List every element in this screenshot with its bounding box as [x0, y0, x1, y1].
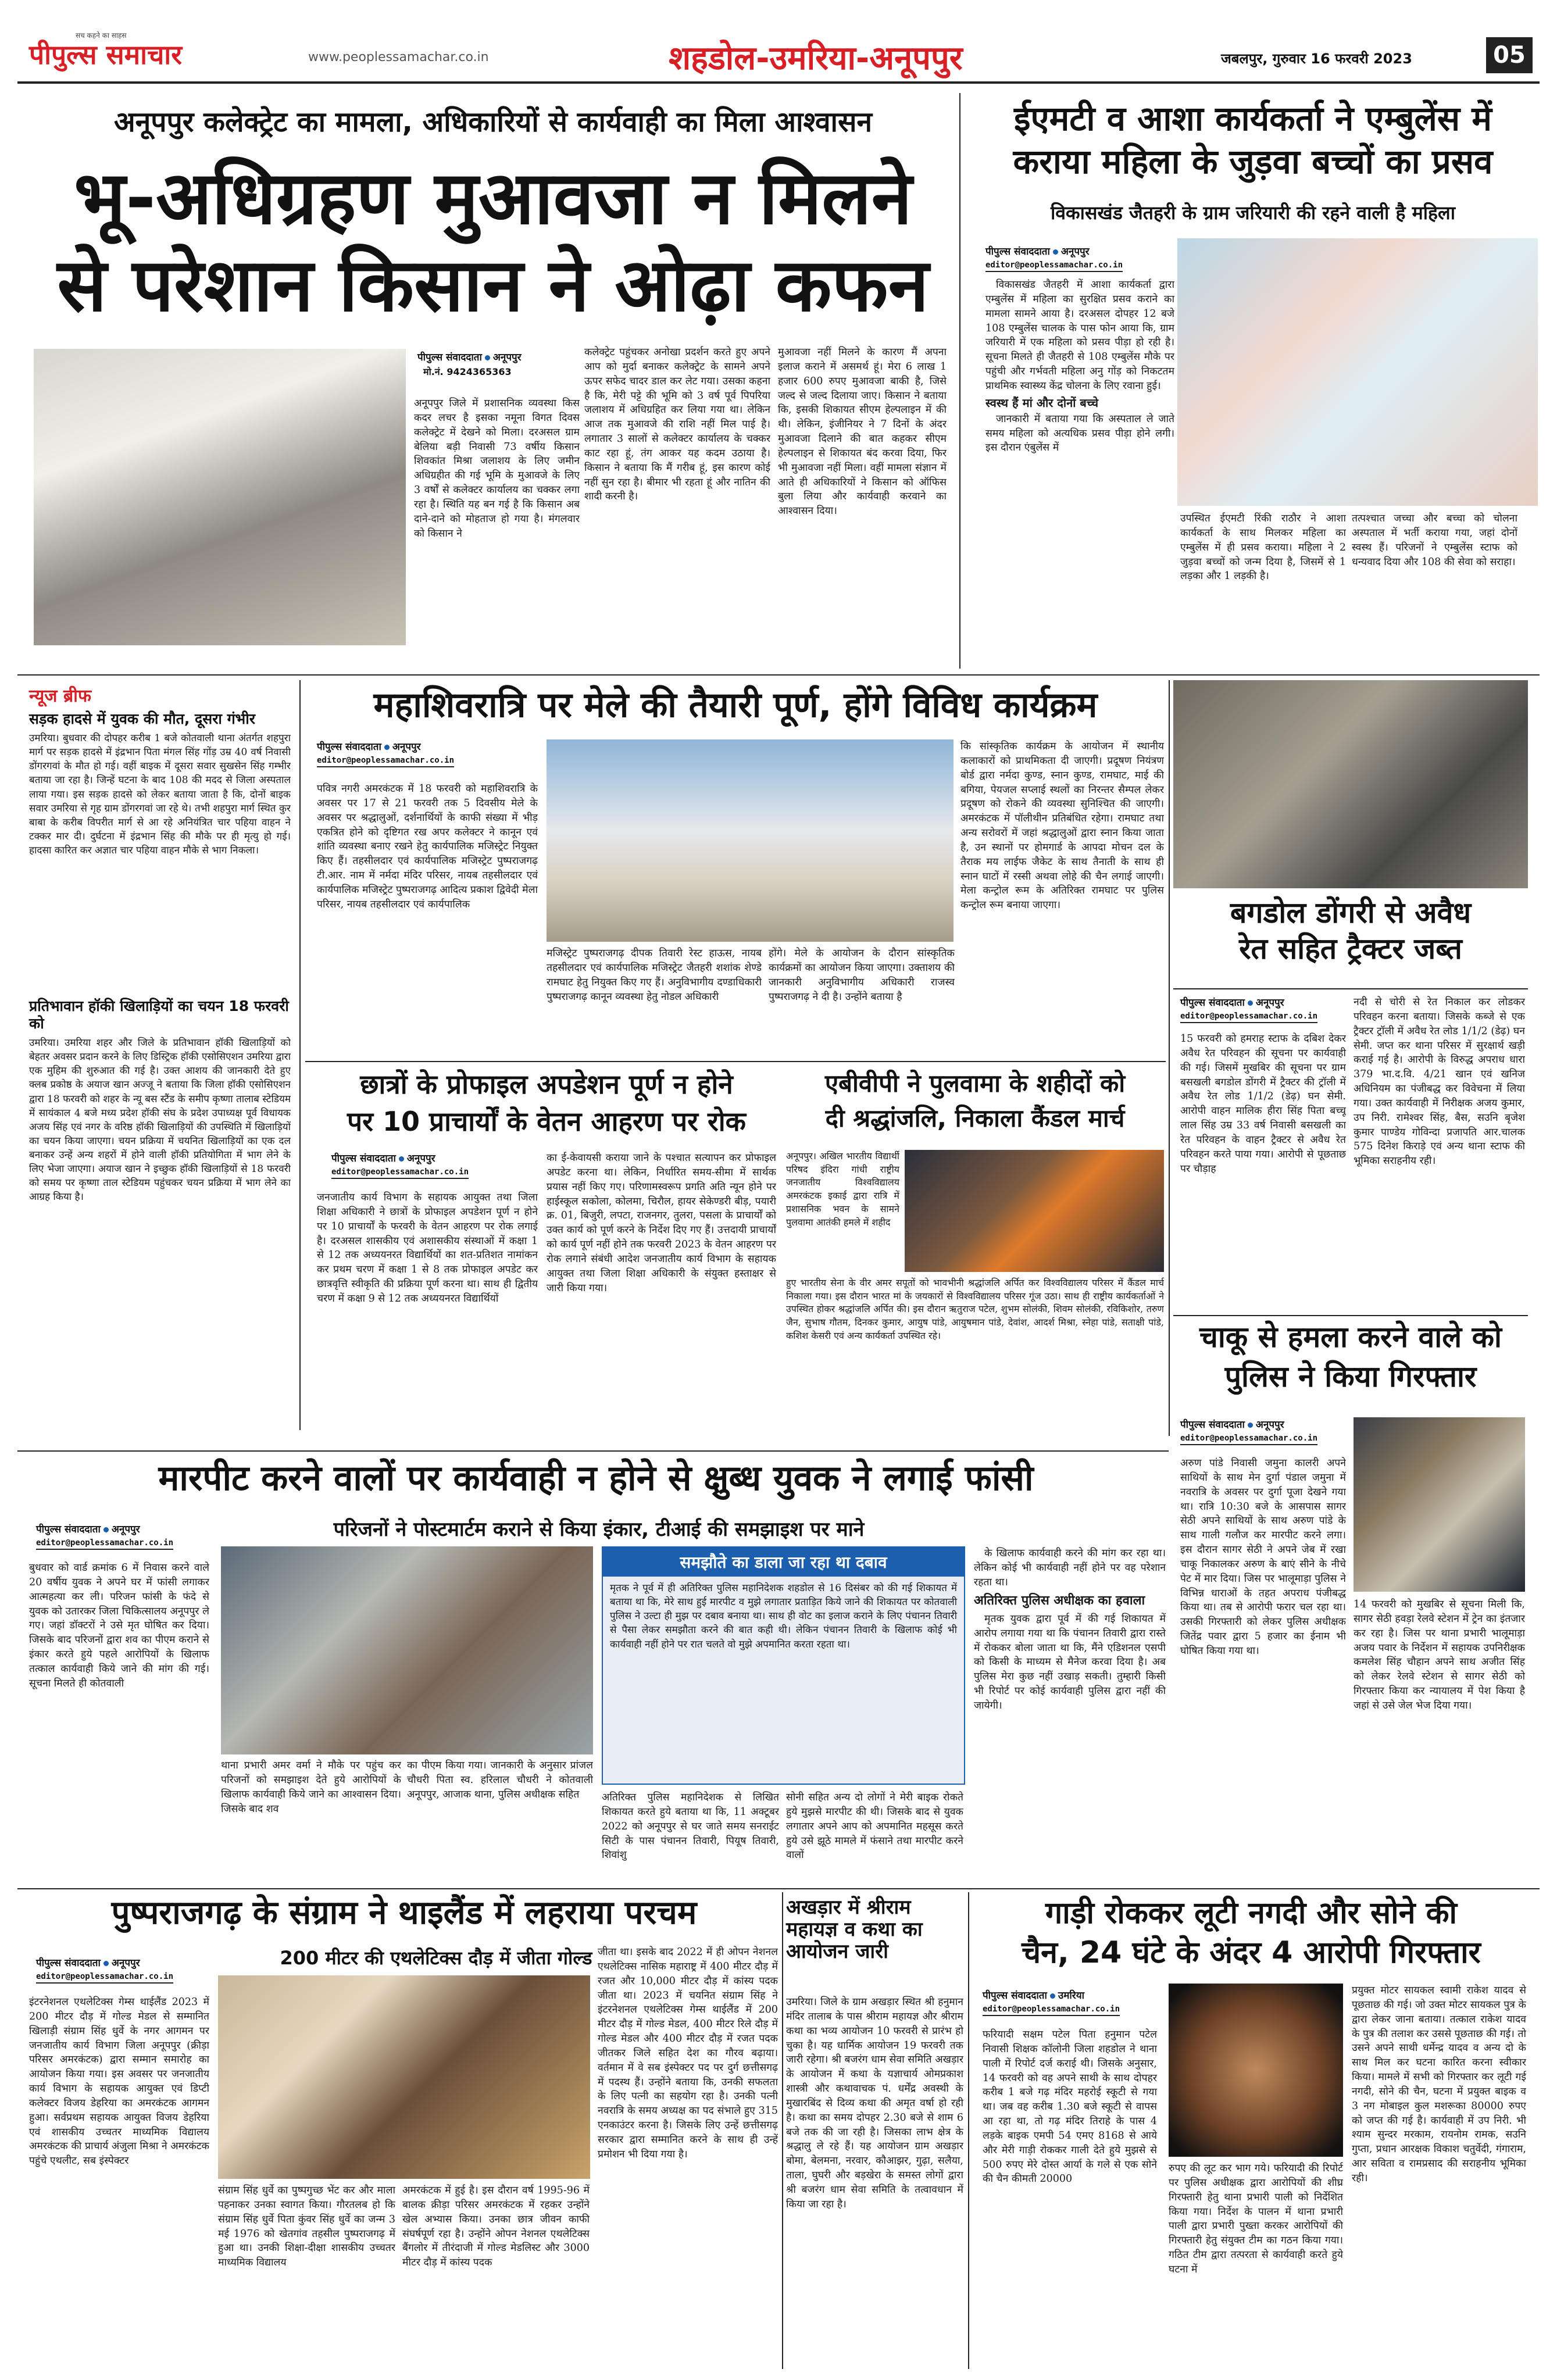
suicide-photo — [221, 1546, 593, 1754]
byline-dot — [384, 745, 390, 750]
lead-col-1: अनूपपुर जिले में प्रशासनिक व्यवस्था किस कदर लचर है इसका नमूना विगत दिवस कलेक्ट्रेट में देखने को मिला। दरअसल ग्राम बेलिया बड़ी निवासी 73 वर्षीय किसान शिवकांत मिश्रा जलाशय के लिए जमीन अधिग्रहीत की गई भूमि के मुआवजे के लिए 3 वर्षों से कलेक्टर कार्यालय का चक्कर लगा रहा है। स्थिति यह बन गई है कि किसान अब दाने-दाने को मोहताज हो गया है। मंगलवार को किसान ने — [414, 398, 580, 539]
thailand-col-1: इंटरनेशनल एथलेटिक्स गेम्स थाईलैंड 2023 में 200 मीटर दौड़ में गोल्ड मेडल से सम्मानित खिलाड़ी संग्राम सिंह धुर्वे के नगर आगमन पर जनजातीय कार्य विभाग जिला अनूपपुर (क्रीड़ा परिसर अमरकंटक) द्वारा सम्मान समारोह का आयोजन किया गया। इस अवसर पर जनजातीय कार्य विभाग के सहायक आयुक्त एवं डिप्टी कलेक्टर विजय डेहरिया का अमरकंटक आगमन हुआ। सर्वप्रथम सहायक आयुक्त विजय डेहरिया एवं शासकीय उच्चतर माध्यमिक विद्यालय अमरकंटक की प्राचार्य अंजुला मिश्रा ने अमरकंटक पहुंचे एथलीट, सब इंस्पेक्टर — [29, 1996, 209, 2167]
shiv-headline: महाशिवरात्रि पर मेले की तैयारी पूर्ण, होंगे विविध कार्यक्रम — [373, 685, 1098, 726]
thailand-headline: पुष्पराजगढ़ के संग्राम ने थाइलैंड में लहराया परचम — [111, 1894, 697, 1932]
byline-dot — [103, 1527, 109, 1532]
dateline: जबलपुर, गुरुवार 16 फरवरी 2023 — [1221, 51, 1412, 67]
shiv-byline: पीपुल्स संवाददाता अनूपपुर — [317, 741, 421, 753]
suicide-box-title: समझौते का डाला जा रहा था दबाव — [603, 1548, 964, 1577]
lead-headline-1: भू-अधिग्रहण मुआवजा न मिलने — [74, 155, 912, 241]
students-email[interactable]: editor@peoplessamachar.co.in — [331, 1167, 469, 1179]
shiv-photo — [547, 739, 954, 942]
twins-headline-2: कराया महिला के जुड़वा बच्चों का प्रसव — [1013, 142, 1493, 181]
twins-col-1 — [985, 278, 1174, 563]
lead-col-3: मुआवजा नहीं मिलने के कारण मैं अपना इलाज कराने में असमर्थ हूं। मेरा 6 लाख 1 हजार 600 रुपए मुआवजा बाकी है, जिसे जल्द से जल्द दिलाया जाए। किसान ने बताया कि, इसकी शिकायत सीएम हेल्पलाइन में की थी। लेकिन, इंजीनियर ने 7 दिनों के अंदर मुआवजा दिलाने की बात कहकर सीएम हेल्पलाइन से शिकायत बंद करवा दिया, फिर भी मुआवजा नहीं मिला। वहीं मामला संज्ञान में आते ही अधिकारियों ने किसान को ऑफिस बुला लिया और कार्यवाही करवाने का आश्वासन दिया। — [778, 346, 947, 517]
masthead-rule — [17, 81, 1540, 84]
shiv-col-1: पवित्र नगरी अमरकंटक में 18 फरवरी को महाशिवरात्रि के अवसर पर 17 से 21 फरवरी तक 5 दिवसीय मेले के अवसर पर श्रद्धालुओं, दर्शनार्थियों के काफी संख्या में भीड़ एकत्रित होने को दृष्टिगत रख अपर कलेक्टर ने कानून एवं शांति व्यवस्था बनाए रखने हेतु कार्यपालिक मजिस्ट्रेट नियुक्त किए हैं। तहसीलदार एवं कार्यपालिक मजिस्ट्रेट पुष्पराजगढ़ टी.आर. नाम में नर्मदा मंदिर परिसर, नायब तहसीलदार एवं कार्यपालिक मजिस्ट्रेट पुष्पराजगढ़ आदित्य प्रकाश द्विवेदी मेला परिसर, नायब तहसीलदार एवं कार्यपालिक — [317, 783, 538, 910]
logo-tagline: सच कहने का साहस — [76, 31, 127, 40]
knife-col-1: अरुण पांडे निवासी जमुना कालरी अपने साथियों के साथ मेन दुर्गा पंडाल जमुना में नवरात्रि के अवसर पर दुर्गा पूजा देखने गया था। रात्रि 10:30 बजे के आसपास सागर सेठी अपने साथियों के साथ अरुण पांडे के साथ गाली गलौज कर मारपीट करने लगा। इस दौरान सागर सेठी ने अपने जेब में रखा चाकू निकालकर अरुण के बाएं सीने के नीचे पेट में मार दिया। जिस पर भालूमाड़ा पुलिस ने विभिन्न धाराओं के तहत अपराध पंजीबद्ध किया था। तब से आरोपी फरार चल रहा था। उसकी गिरफ्तारी को लेकर पुलिस अधीक्षक जितेंद्र पवार द्वारा 5 हजार का ईनाम भी घोषित किया गया था। — [1180, 1457, 1346, 1657]
divider — [17, 674, 1540, 676]
robbery-col-3: प्रयुक्त मोटर सायकल स्वामी राकेश यादव से पूछताछ की गई। जो उक्त मोटर सायकल पुत्र के द्वारा लेकर जाना बताया। तत्काल राकेश यादव के पुत्र की तलाश कर उससे पूछताछ की गई। तो उसने अपने साथी धर्मेन्द्र यादव व अन्य दो के साथ मिल कर घटना कारित करना स्वीकार किया। मामले में सभी को गिरफ्तार कर लूटी गई नगदी, सोने की चैन, घटना में प्रयुक्त बाइक व 3 नग मोबाइल कुल मशरूका 80000 रुपए को जप्त की गई है। कार्यवाही में उप निरी. भी श्याम सुन्दर मरकाम, रायनोम रामक, सउनि गुप्ता, प्रधान आरक्षक विकाश चतुर्वेदी, गंगाराम, आर सविता व रामप्रसाद की सराहनीय भूमिका रही। — [1352, 1985, 1526, 2184]
masthead — [0, 0, 1557, 87]
suicide-col-5: सोनी सहित अन्य दो लोगों ने मेरी बाइक रोकते हुये मुझसे मारपीट की थी। जिसके बाद से युवक लगातार अपने आप को अपमानित महसूस करते हुये उसे झूठे मामले में फंसाने तथा मारपीट करने वालों — [786, 1792, 963, 1861]
suicide-col-4: अतिरिक्त पुलिस महानिदेशक से लिखित शिकायत करते हुये बताया था कि, 11 अक्टूबर 2022 को अनूपपुर से घर जाते समय सनराईट सिटी के पास पंचानन तिवारी, पियूष तिवारी, शिवांशु — [602, 1792, 779, 1861]
students-headline-2: पर 10 प्राचार्यों के वेतन आहरण पर रोक — [347, 1106, 747, 1137]
divider — [1173, 1315, 1528, 1316]
suicide-col-1: बुधवार को वार्ड क्रमांक 6 में निवास करने वाले 20 वर्षीय युवक ने अपने घर में फांसी लगाकर आत्महत्या कर ली। परिजन फांसी के फंदे से युवक को उतारकर जिला चिकित्सालय अनूपपुर ले गए। जहां डॉक्टरों ने उसे मृत घोषित कर दिया। जिसके बाद परिजनों द्वारा शव का पीएम कराने से इंकार करते हुये पहले आरोपियों के खिलाफ तत्काल कार्यवाही किये जाने की मांग की गई। सूचना मिलते ही कोतवाली — [29, 1562, 209, 1689]
students-col-2: का ई-केवायसी कराया जाने के पश्चात सत्यापन कर प्रोफाइल अपडेट करना था। लेकिन, निर्धारित समय-सीमा में सार्थक प्रयास नहीं किए गए। परिणामस्वरूप प्रगति अति न्यून होने पर हाईस्कूल सकोला, कोलमा, चिरौल, हायर सेकेण्डरी बीड़, पयारी क्र. 01, बिजुरी, लपटा, राजनगर, तुलरा, पसला के प्राचार्यों को उक्त कार्य को पूर्ण करने के निर्देश दिए गए हैं। उत्तदायी प्राचार्यों को कार्य पूर्ण नहीं होने तक फरवरी 2023 के वेतन आहरण पर रोक लगाने संबंधी आदेश जनजातीय कार्य विभाग के सहायक आयुक्त तथा जिला शिक्षा अधिकारी के संयुक्त हस्ताक्षर से जारी किया गया। — [547, 1152, 776, 1294]
abvp-col-1: अनूपपुर। अखिल भारतीय विद्यार्थी परिषद इंदिरा गांधी राष्ट्रीय जनजातीय विश्वविद्यालय अमरकंटक इकाई द्वारा रात्रि में प्रशासनिक भवन के सामने पुलवामा आतंकी हमले में शहीद — [786, 1150, 899, 1228]
robbery-photo — [1169, 1984, 1343, 2157]
thailand-col-3: अमरकंटक में हुई है। इस दौरान वर्ष 1995-96 में बालक क्रीड़ा परिसर अमरकंटक में रहकर उन्होंने खेल अभ्यास किया। उनका छात्र जीवन काफी संघर्षपूर्ण रहा है। उन्होंने ओपन नेशनल एथलेटिक्स बैंगलोर में तीरंदाजी में गोल्ड मेडलिस्ट और 3000 मीटर दौड़ में कांस्य पदक — [402, 2185, 590, 2269]
robbery-col-2: रुपए की लूट कर भाग गये। फरियादी की रिपोर्ट पर पुलिस अधीक्षक द्वारा आरोपियों की शीघ्र गिरफ्तारी हेतु थाना प्रभारी पाली को निर्देशित किया गया। निर्देश के पालन में थाना प्रभारी पाली द्वारा प्रभारी पुख्ता करकर आरोपियों की गिरफ्तारी हेतु संयुक्त टीम का गठन किया गया। गठित टीम द्वारा तत्परता से कार्यवाही करते हुये घटना में — [1169, 2163, 1343, 2275]
suicide-paragraph: के खिलाफ कार्यवाही करने की मांग कर रहा था। लेकिन कोई भी कार्यवाही नहीं होने पर वह परेशान रहता था। — [974, 1548, 1166, 1588]
byline-dot — [1248, 1000, 1253, 1006]
suicide-email[interactable]: editor@peoplessamachar.co.in — [36, 1538, 173, 1550]
students-headline-1: छात्रों के प्रोफाइल अपडेशन पूर्ण न होने — [360, 1069, 733, 1100]
abvp-photo — [905, 1150, 1164, 1272]
knife-photo — [1354, 1417, 1525, 1592]
page-number: 05 — [1486, 37, 1533, 73]
brief-title: न्यूज ब्रीफ — [29, 686, 91, 706]
divider — [959, 93, 960, 669]
brief-headline-2: प्रतिभावान हॉकी खिलाड़ियों का चयन 18 फरवरी को — [29, 998, 289, 1032]
byline-dot — [399, 1156, 404, 1162]
shiv-caption-col-1: मजिस्ट्रेट पुष्पराजगढ़ दीपक तिवारी रेस्ट हाऊस, नायब तहसीलदार एवं कार्यपालिक मजिस्ट्रेट जैतहरी शशांक शेण्डे रामघाट हेतु नियुक्त किए गए हैं। अनुविभागीय दण्डाधिकारी पुष्पराजगढ़ कानून व्यवस्था हेतु नोडल अधिकारी — [547, 948, 762, 1003]
divider — [17, 1450, 1169, 1452]
akhada-headline: अखड़ार में श्रीराम महायज्ञ व कथा का आयोजन जारी — [786, 1896, 923, 1964]
suicide-subhead: अतिरिक्त पुलिस अधीक्षक का हवाला — [974, 1593, 1145, 1608]
tractor-byline: पीपुल्स संवाददाता अनूपपुर — [1180, 997, 1284, 1009]
twins-col-2: उपस्थित ईएमटी रिंकी राठौर ने आशा कार्यकर्ता के साथ मिलकर महिला का एम्बुलेंस में ही प्रसव कराया। महिला ने 2 जुड़वा बच्चों को जन्म दिया है, जिसमें से 1 लड़का और 1 लड़की है। — [1180, 513, 1346, 583]
suicide-col-3: का पीएम किया गया। जानकारी के अनुसार प्रांजल चौधरी पिता स्व. हरिलाल चौधरी ने कोतवाली अनूपपुर, आजाक थाना, पुलिस अधीक्षक सहित — [407, 1760, 593, 1800]
news-brief — [29, 683, 291, 1416]
brief-text-2: उमरिया। उमरिया शहर और जिले के प्रतिभावान हॉकी खिलाड़ियों को बेहतर अवसर प्रदान करने के लिए डिस्ट्रिक हॉकी एसोसिएशन उमरिया द्वारा एक मुहिम की शुरुआत की गई है। उक्त आशय की जानकारी देते हुए क्लब प्रकोष्ठ के अयाज खान अज्जू ने बताया कि जिला हॉकी एसोसिएशन द्वारा 18 फरवरी को शहर के न्यू बस स्टैंड के समीप कृष्णा तालाब स्टेडियम में सायंकाल 4 बजे मध्य प्रदेश हॉकी संघ के प्रदेश उपाध्यक्ष पूर्व विधायक अजय सिंह एवं नगर के वरिष्ठ हॉकी खिलाड़ियों की उपस्थिति में खिलाड़ियों का चयन किया जाएगा। चयन प्रक्रिया में चयनित खिलाड़ियों का एक दल बनाकर उन्हें अन्य शहरों में होने वाली हॉकी प्रतियोगिता में भाग लेने के लिए भेजा जाएगा। अयाज खान ने इच्छुक हॉकी खिलाड़ियों से 18 फरवरी को समय पर कृष्णा ताल स्टेडियम पहुंचकर चयन प्रक्रिया में भाग लेने का आग्रह किया है। — [29, 1037, 291, 1203]
twins-subhead: स्वस्थ हैं मां और दोनों बच्चे — [985, 395, 1099, 410]
byline-dot — [103, 1961, 109, 1966]
website-url[interactable]: www.peoplessamachar.co.in — [308, 50, 489, 65]
students-byline: पीपुल्स संवाददाता अनूपपुर — [331, 1153, 435, 1164]
shiv-caption-col-2: होंगे। मेले के आयोजन के दौरान सांस्कृतिक कार्यक्रमों का आयोजन किया जाएगा। उक्ताशय की जानकारी अनुविभागीय अधिकारी राजस्व पुष्पराजगढ़ ने दी है। उन्होंने बताया है — [769, 948, 955, 1003]
robbery-email[interactable]: editor@peoplessamachar.co.in — [983, 2004, 1120, 2016]
logo — [29, 30, 250, 78]
lead-col-2: कलेक्ट्रेट पहुंचकर अनोखा प्रदर्शन करते हुए अपने आप को मुर्दा बनाकर कलेक्ट्रेट के सामने अपने ऊपर सफेद चादर डाल कर लेट गया। उसका कहना है कि, मेरी पट्टे की भूमि को 3 वर्ष पूर्व पिपरिया जलाशय में अधिग्रहित कर लिया गया था। लेकिन आज तक मुआवजे की राशि नहीं मिल पाई है। लगातार 3 सालों से कलेक्टर कार्यालय के चक्कर काट रहा हूं, तंग आकर यह कदम उठाया है। किसान ने बताया कि मैं गरीब हूं, इस कारण कोई नहीं सुन रहा है। बीमार भी रहता हूं और नातिन की शादी करनी है। — [584, 346, 770, 503]
tractor-col-1: 15 फरवरी को हमराह स्टाफ के दबिश देकर अवैध रेत परिवहन की सूचना पर कार्यवाही की गई। जिसमें मुखबिर की सूचना पर ग्राम बसखली बगडोल डोंगरी में ट्रैक्टर की ट्रॉली में अवैध रेत लोड 1/1/2 (डेढ़) घन सेमी. आरोपी वाहन मालिक हीरा सिंह पिता बच्चू लाल सिंह उम्र 33 वर्ष निवासी बसखली का रेत परिवहन के वाहन ट्रैक्टर से अवैध रेत परिवहन करते पाया गया। आरोपी से पूछताछ पर चौड़ाह — [1180, 1033, 1346, 1175]
thailand-col-4: जीता था। इसके बाद 2022 में ही ओपन नेशनल एथलेटिक्स नासिक महाराष्ट्र में 400 मीटर दौड़ में रजत और 10,000 मीटर दौड़ में कांस्य पदक जीता था। 2023 में चयनित संग्राम सिंह ने इंटरनेशनल एथलेटिक्स गेम्स थाईलैंड में 200 मीटर दौड़ में गोल्ड मेडल, 400 मीटर रिले दौड़ में गोल्ड मेडल और 400 मीटर दौड़ में रजत पदक जीतकर जिले सहित देश का गौरव बढ़ाया। वर्तमान में वे सब इंस्पेक्टर पद पर दुर्ग छत्तीसगढ़ में पदस्थ हैं। उन्होंने बताया कि, उनकी सफलता के लिए पत्नी का सहयोग रहा है। उनकी पत्नी नवरात्रि के समय अध्यक्ष का पद संभाले हुए 315 एनकाउंटर करना है। जिसके लिए उन्हें छत्तीसगढ़ सरकार द्वारा सम्मानित करने के साथ ही उन्हें प्रमोशन भी दिया गया है। — [598, 1946, 778, 2160]
abvp-col-2: हुए भारतीय सेना के वीर अमर सपूतों को भावभीनी श्रद्धांजलि अर्पित कर विश्वविद्यालय परिसर में कैंडल मार्च निकाला गया। इस दौरान भारत मां के जयकारों से विश्वविद्यालय परिसर गूंज उठा। साथ ही राष्ट्रीय कार्यकर्ताओं ने उपस्थित होकर श्रद्धांजलि अर्पित की। इस दौरान ऋतुराज पटेल, शुभम सोलंकी, शिवम सोलंकी, रविकिशोर, तरुण जैन, सुभाष गौतम, दिनकर कुमार, आयुष पांडे, आयुषमान पांडे, देवांश, आदर्श मिश्रा, स्नेहा पांडे, सताक्षी पांडे, कशिश केसरी एवं अन्य कार्यकर्ता उपस्थित रहे। — [786, 1277, 1164, 1341]
byline-dot — [1053, 249, 1058, 255]
knife-byline: पीपुल्स संवाददाता अनूपपुर — [1180, 1419, 1284, 1431]
twins-paragraph: विकासखंड जैतहरी में आशा कार्यकर्ता द्वारा एम्बुलेंस में महिला का सुरक्षित प्रसव कराने का मामला सामने आया है। दरअसल दोपहर 12 बजे 108 एम्बुलेंस चालक के पास फोन आया कि, ग्राम जरियारी में एक महिला को प्रसव पीड़ा हो रही है। सूचना मिलते ही जैतहरी से 108 एम्बुलेंस मौके पर पहुंची और गर्भवती महिला अनु गोंड़ को निकटतम प्राथमिक स्वास्थ्य केंद्र चोलना के लिए रवाना हुई। — [985, 279, 1174, 392]
robbery-headline-1: गाड़ी रोककर लूटी नगदी और सोने की — [1045, 1896, 1458, 1931]
tractor-email[interactable]: editor@peoplessamachar.co.in — [1180, 1012, 1317, 1023]
thailand-photo — [218, 1975, 590, 2179]
knife-headline-2: पुलिस ने किया गिरफ्तार — [1224, 1360, 1477, 1393]
twins-col-3: तत्पश्चात जच्चा और बच्चा को चोलना अस्पताल में भर्ती कराया गया, जहां दोनों स्वस्थ हैं। परिजनों ने एम्बुलेंस स्टाफ को धन्यवाद दिया और 108 की सेवा को सराहा। — [1352, 513, 1517, 568]
thailand-byline: पीपुल्स संवाददाता अनूपपुर — [36, 1957, 140, 1969]
divider — [299, 680, 301, 1430]
divider — [1173, 988, 1528, 989]
lead-headline-2: से परेशान किसान ने ओढ़ा कफन — [57, 242, 929, 328]
lead-photo — [34, 349, 406, 645]
thailand-subheadline: 200 मीटर की एथलेटिक्स दौड़ में जीता गोल्ड — [280, 1947, 592, 1969]
divider — [17, 1888, 1540, 1889]
logo-text: पीपुल्स समाचार — [29, 39, 183, 70]
knife-email[interactable]: editor@peoplessamachar.co.in — [1180, 1434, 1317, 1445]
lead-mobile: मो.नं. 9424365363 — [423, 366, 512, 377]
shiv-email[interactable]: editor@peoplessamachar.co.in — [317, 756, 454, 767]
twins-headline-1: ईएमटी व आशा कार्यकर्ता ने एम्बुलेंस में — [1014, 99, 1492, 138]
suicide-paragraph-2: मृतक युवक द्वारा पूर्व में की गई शिकायत में आरोप लगाया गया था कि पंचानन तिवारी द्वारा रास्ते में रोककर बोला जाता था कि, मैंने एडिशनल एसपी को किसी के माध्यम से मैनेज करवा दिया है। अब पुलिस मेरा कुछ नहीं उखाड़ सकती। तुम्हारी किसी भी रिपोर्ट पर कोई कार्यवाही पुलिस द्वारा नहीं की जायेगी। — [974, 1613, 1166, 1711]
byline-dot — [1248, 1423, 1253, 1428]
robbery-byline: पीपुल्स संवाददाता उमरिया — [983, 1990, 1085, 2002]
shiv-col-3: कि सांस्कृतिक कार्यक्रम के आयोजन में स्थानीय कलाकारों को प्राथमिकता दी जाएगी। प्रदूषण नियंत्रण बोर्ड द्वारा नर्मदा कुण्ड, स्नान कुण्ड, रामघाट, माई की बगिया, पेयजल सप्लाई स्थलों का निरन्तर सैम्पल लेकर प्रदूषण को रोकने की व्यवस्था सुनिश्चित की जाएगी। अमरकंटक में पॉलीथीन प्रतिबंधित रहेगा। रामघाट तथा अन्य सरोवरों में जहां श्रद्धालुओं द्वारा स्नान किया जाता है, उन स्थानों पर होमगार्ड के आपदा मोचन दल के तैराक मय लाईफ जैकेट के साथ तैनाती के साथ ही स्नान घाटों में रस्सी अथवा लोहे की चैन लगाई जाएगी। मेला कन्ट्रोल रूम के अतिरिक्त रामघाट पर पुलिस कन्ट्रोल रूम बनाया जाएगा। — [960, 741, 1164, 912]
suicide-col-6 — [974, 1546, 1166, 1881]
divider — [305, 1061, 1166, 1062]
section-title: शहडोल-उमरिया-अनूपपुर — [669, 40, 963, 77]
divider — [968, 1892, 969, 2369]
abvp-headline-2: दी श्रद्धांजलि, निकाला कैंडल मार्च — [825, 1104, 1125, 1132]
tractor-headline-1: बगडोल डोंगरी से अवैध — [1230, 896, 1472, 930]
thailand-email[interactable]: editor@peoplessamachar.co.in — [36, 1972, 173, 1984]
tractor-headline-2: रेत सहित ट्रैक्टर जब्त — [1239, 932, 1462, 966]
akhada-col: उमरिया। जिले के ग्राम अखड़ार स्थित श्री हनुमान मंदिर तालाब के पास श्रीराम महायज्ञ और श्रीराम कथा का भव्य आयोजन 10 फरवरी से प्रारंभ हो चुका है। यह धार्मिक आयोजन 19 फरवरी तक जारी रहेगा। श्री बजरंग धाम सेवा समिति अखड़ार के आयोजन में कथा के यज्ञाचार्य ओमप्रकाश शास्त्री और कथावाचक पं. धर्मेंद्र अवस्थी के मुखारबिंद से दिव्य कथा की अमृत वर्षा हो रही है। कथा का समय दोपहर 2.30 बजे से शाम 6 बजे तक की जा रही है। जिसका लाभ क्षेत्र के श्रद्धालु ले रहे हैं। यह आयोजन ग्राम अखड़ार बोमा, बेलमना, नरवार, कौआझर, गुढ़ा, सलैया, ताला, घुघरी और बड़खेरा के समस्त लोगों द्वारा श्री बजरंग धाम सेवा समिति के तत्वावधान में किया जा रहा है। — [786, 1996, 963, 2210]
twins-byline: पीपुल्स संवाददाता अनूपपुर — [985, 246, 1090, 258]
robbery-col-1: फरियादी सक्षम पटेल पिता हनुमान पटेल निवासी शिक्षक कॉलोनी जिला शहडोल ने थाना पाली में रिपोर्ट दर्ज कराई थी। जिसके अनुसार, 14 फरवरी को वह अपने साथी के साथ दोपहर करीब 1 बजे गढ़ मंदिर महरोई स्कूटी से गया था। जब वह करीब 1.30 बजे स्कूटी से वापस आ रहा था, तो गढ़ मंदिर तिराहे के पास 4 लड़के बाइक एमपी 54 एमए 8168 से आये और मेरी गाड़ी रोककर गाली देते हुये मुझसे से 500 रुपए मेरे दोस्त आर्या के गले से एक सोने की चैन कीमती 20000 — [983, 2029, 1157, 2185]
lead-byline: पीपुल्स संवाददाता अनूपपुर — [417, 352, 522, 363]
tractor-photo — [1173, 680, 1528, 888]
divider — [782, 1892, 783, 2369]
suicide-box — [602, 1546, 965, 1785]
students-col-1: जनजातीय कार्य विभाग के सहायक आयुक्त तथा जिला शिक्षा अधिकारी ने छात्रों के प्रोफाइल अपडेशन पूर्ण न होने पर 10 प्राचार्यों के फरवरी के वेतन आहरण पर रोक लगाई है। दरअसल शासकीय एवं अशासकीय संस्थाओं में कक्षा 1 से 12 तक अध्ययनरत विद्यार्थियों का शत-प्रतिशत नामांकन कर प्रथम चरण में कक्षा 1 से 8 तक प्रोफाइल अपडेट कर छात्रवृत्ति स्वीकृति की प्रक्रिया पूर्ण करना था। साथ ही द्वितीय चरण में कक्षा 9 से 12 तक अध्ययनरत विद्यार्थियों — [317, 1192, 538, 1305]
twins-email[interactable]: editor@peoplessamachar.co.in — [985, 260, 1123, 272]
knife-headline-1: चाकू से हमला करने वाले को — [1199, 1320, 1502, 1354]
twins-photo — [1177, 238, 1538, 506]
robbery-headline-2: चैन, 24 घंटे के अंदर 4 आरोपी गिरफ्तार — [1022, 1935, 1481, 1970]
tractor-col-2: नदी से चोरी से रेत निकाल कर लोडकर परिवहन करना बताया। जिसके कब्जे से एक ट्रैक्टर ट्रॉली में अवैध रेत लोड 1/1/2 (डेढ़) घन सेमी. जप्त कर थाना परिसर में सुरक्षार्थ खड़ी कराई गई है। आरोपी के विरुद्ध अपराध धारा 379 भा.द.वि. 4/21 खान एवं खनिज अधिनियम का पंजीबद्ध कर विवेचना में लिया गया। उक्त कार्यवाही में निरीक्षक अजय कुमार, उप निरी. रामेश्वर सिंह, बैस, सउनि बृजेश कुमार पाण्डेय गोविन्दा प्रजापति आर.चालक 575 दिनेश किराड़े एवं अन्य थाना स्टाफ की भूमिका सराहनीय रही। — [1354, 996, 1525, 1167]
suicide-subheadline: परिजनों ने पोस्टमार्टम कराने से किया इंकार, टीआई की समझाइश पर माने — [333, 1518, 865, 1541]
twins-subheadline: विकासखंड जैतहरी के ग्राम जरियारी की रहने वाली है महिला — [1050, 202, 1456, 224]
suicide-col-2: थाना प्रभारी अमर वर्मा ने मौके पर पहुंच कर परिजनों को समझाइश देते हुये आरोपियों के खिलाफ कार्यवाही किये जाने का आश्वासन दिया। जिसके बाद शव — [221, 1760, 401, 1815]
knife-col-2: 14 फरवरी को मुखबिर से सूचना मिली कि, सागर सेठी हवड़ा रेलवे स्टेशन में ट्रेन का इंतजार कर रहा है। जिस पर थाना प्रभारी भालूमाड़ा अजय पवार के निर्देशन में सहायक उपनिरीक्षक कमलेश सिंह चौहान अपने साथ अजीत सिंह को लेकर रेलवे स्टेशन से सागर सेठी को गिरफ्तार किया कर न्यायालय में पेश किया है जहां से उसे जेल भेज दिया गया। — [1354, 1599, 1525, 1711]
thailand-col-2: संग्राम सिंह धुर्वे का पुष्पगुच्छ भेंट कर और माला पहनाकर उनका स्वागत किया। गौरतलब हो कि संग्राम सिंह धुर्वे पिता कुंवर सिंह धुर्वे का जन्म 3 मई 1976 को खेतगांव तहसील पुष्पराजगढ़ में हुआ था। उनकी शिक्षा-दीक्षा शासकीय उच्चतर माध्यमिक विद्यालय — [218, 2185, 395, 2269]
suicide-byline: पीपुल्स संवाददाता अनूपपुर — [36, 1524, 140, 1535]
brief-text-1: उमरिया। बुधवार की दोपहर करीब 1 बजे कोतवाली थाना अंतर्गत शहपुरा मार्ग पर सड़क हादसे में इंद्रभान पिता मंगल सिंह गोंड़ उम्र 40 वर्ष निवासी डोंगरगवां के मौत हो गई। वहीं बाइक में दूसरा सवार सुखसेन सिंह गम्भीर बताया जा रहा है। जिन्हें घटना के बाद 108 की मदद से जिला अस्पताल लाया गया। इस सड़क हादसे को लेकर बताया जाता है कि, दोनों बाइक सवार उमरिया से गृह ग्राम डोंगरगवां जा रहे थे। तभी शहपुरा मार्ग स्थित कुर बाबा के करीब विपरीत मार्ग से आ रहे अनियंत्रित चार पहिया वाहन ने टक्कर मार दी। दुर्घटना में इंद्रभान सिंह की मौके पर ही मृत्यु हो गई। हादसा कारित कर अज्ञात चार पहिया वाहन मौके से भाग निकला। — [29, 732, 291, 856]
byline-dot — [485, 355, 490, 360]
abvp-headline-1: एबीवीपी ने पुलवामा के शहीदों को — [824, 1069, 1126, 1098]
byline-dot — [1050, 1993, 1055, 1999]
suicide-box-text: मृतक ने पूर्व में ही अतिरिक्त पुलिस महानिदेशक शहडोल से 16 दिसंबर को की गई शिकायत में बताया था कि, मेरे साथ हुई मारपीट व मुझे लगातार प्रताड़ित किये जाने की शिकायत पर कोतवाली पुलिस ने उल्टा ही मुझ पर दबाव बनाया था। साथ ही वोट का इलाज कराने के लिए पंचानन तिवारी से पैसा लेकर समझौता करने की बात कही थी। लेकिन पंचानन तिवारी के खिलाफ कोई भी कार्यवाही नहीं होने पर रात चलते वो मुझे अपमानित करता रहता था। — [610, 1582, 957, 1650]
lead-kicker: अनूपपुर कलेक्ट्रेट का मामला, अधिकारियों से कार्यवाही का मिला आश्वासन — [113, 106, 873, 138]
divider — [1169, 680, 1170, 1436]
suicide-headline: मारपीट करने वालों पर कार्यवाही न होने से क्षुब्ध युवक ने लगाई फांसी — [158, 1458, 1034, 1499]
twins-paragraph-2: जानकारी में बताया गया कि अस्पताल ले जाते समय महिला को अत्यधिक प्रसव पीड़ा होने लगी। इस दौरान एंबुलेंस में — [985, 413, 1174, 454]
brief-headline-1: सड़क हादसे में युवक की मौत, दूसरा गंभीर — [29, 710, 255, 727]
